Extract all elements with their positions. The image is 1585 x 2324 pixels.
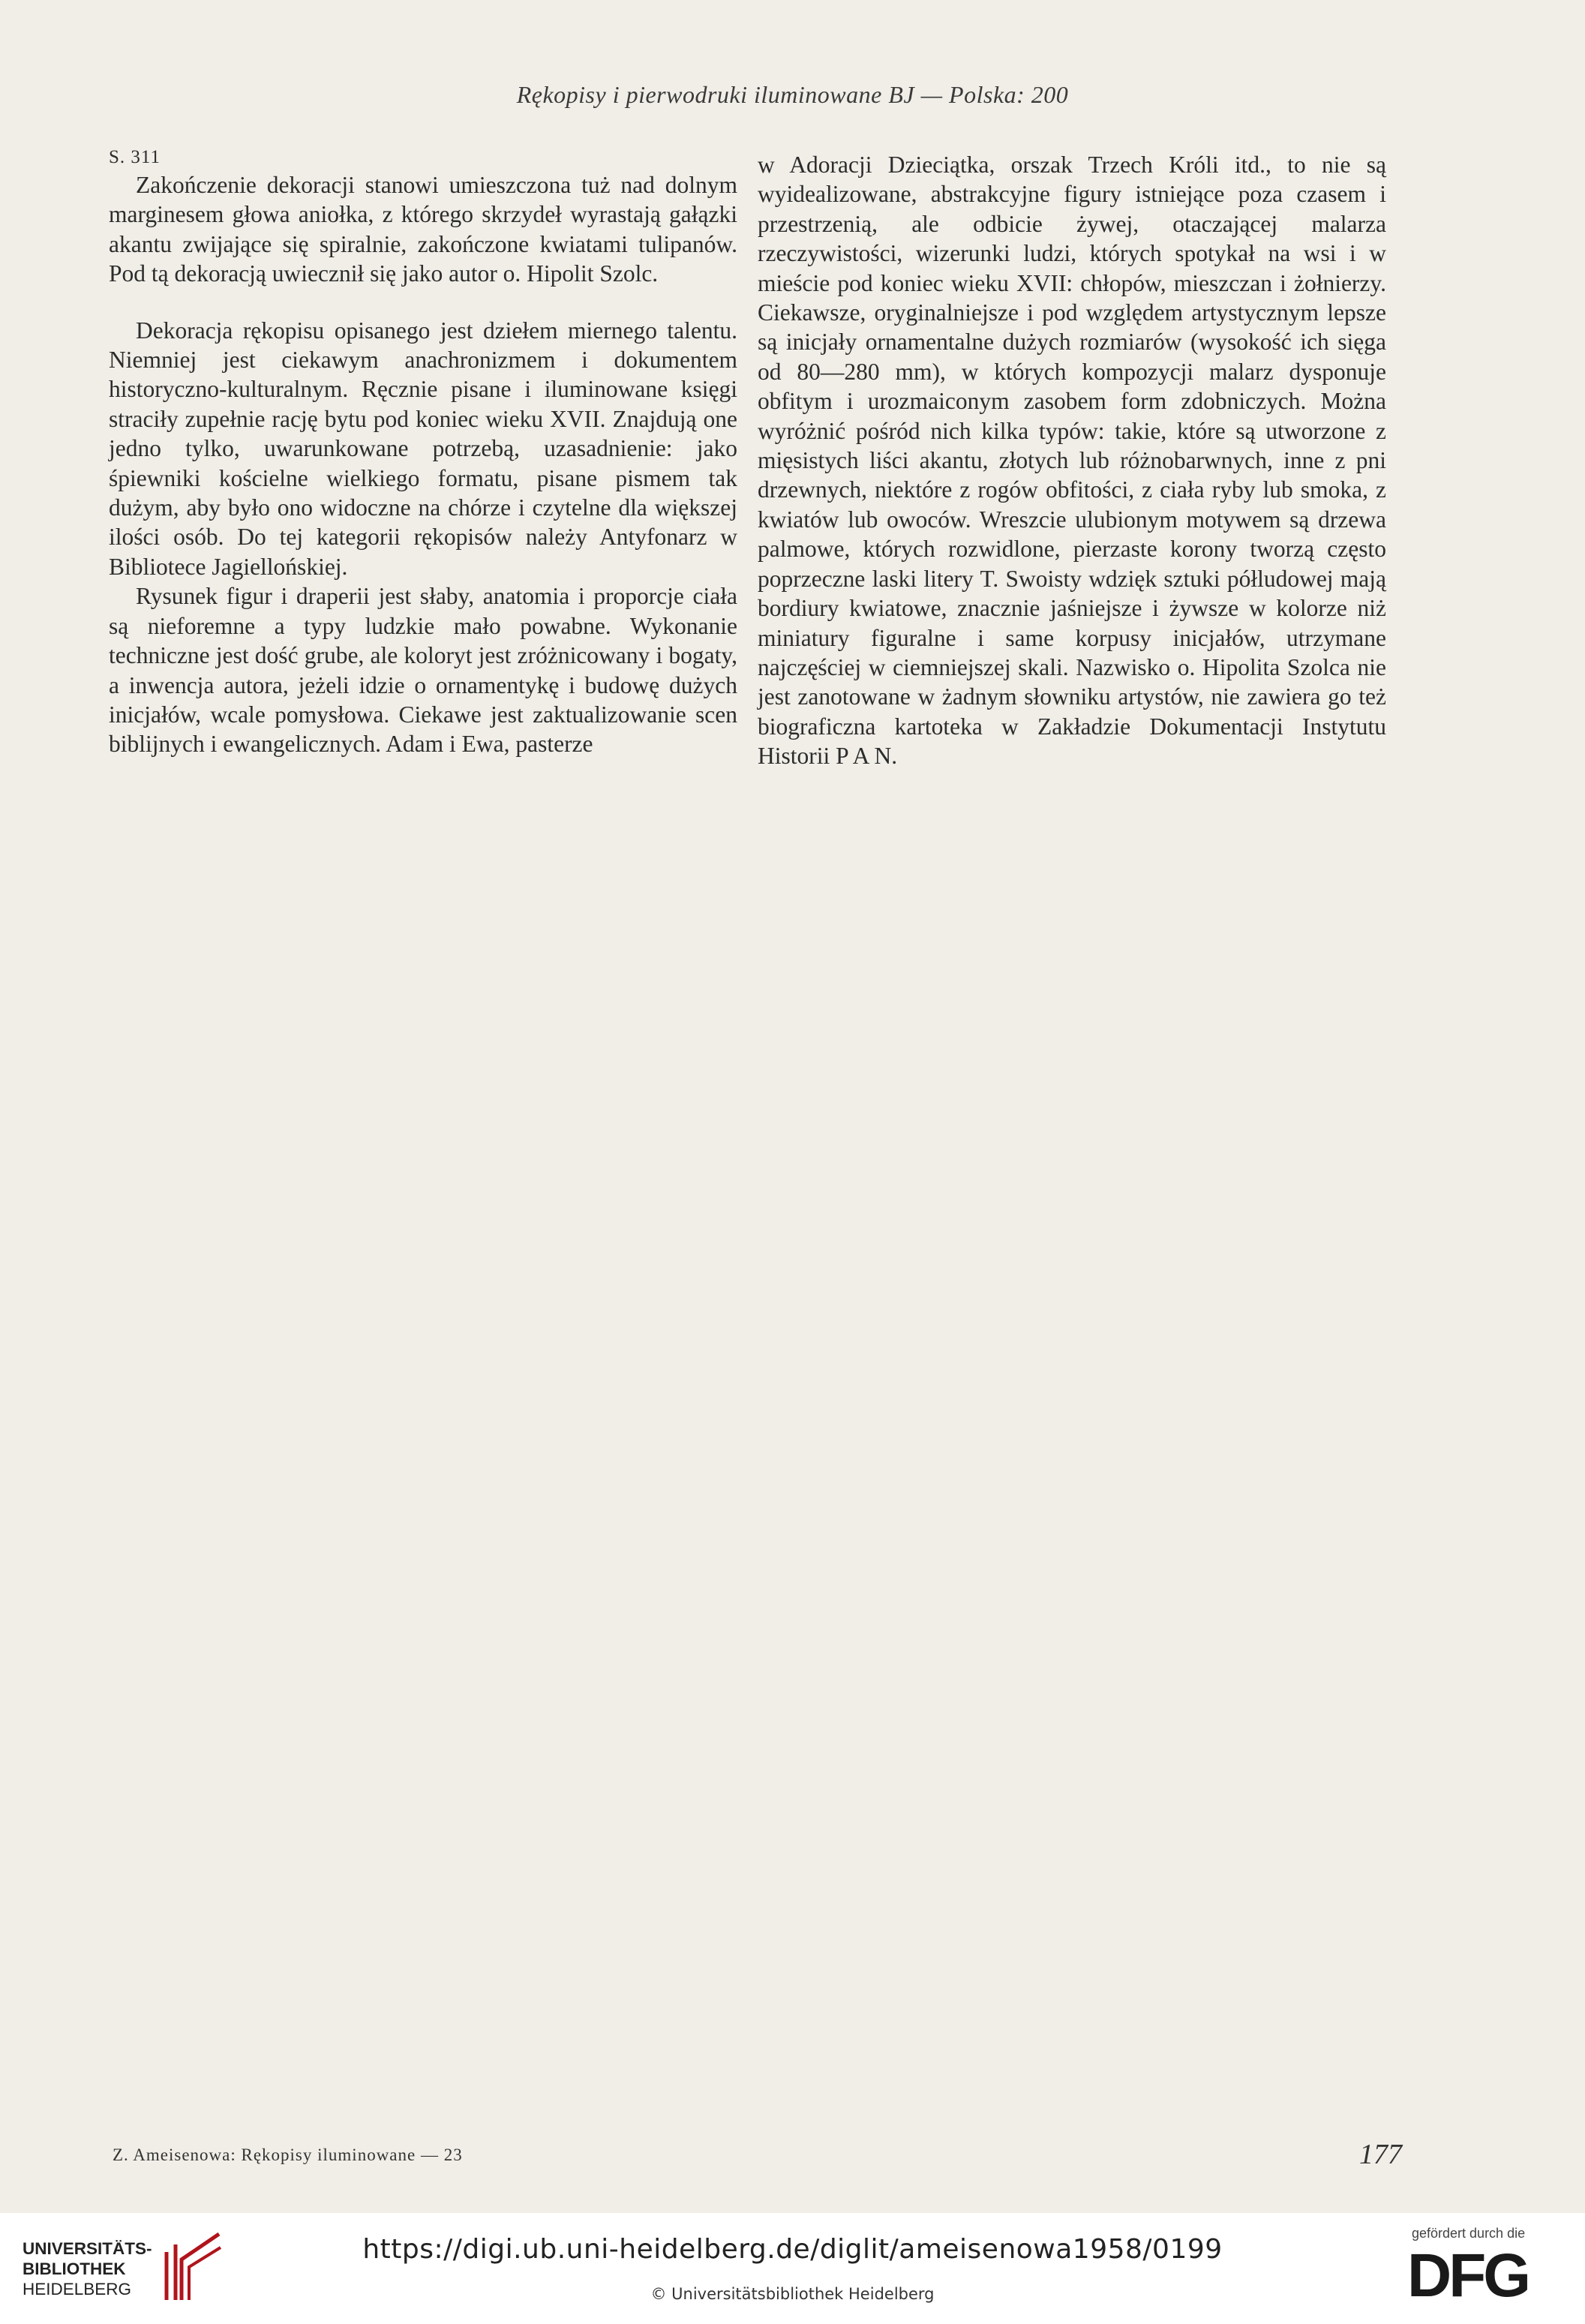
viewer-footer-bar bbox=[0, 2213, 1585, 2324]
paragraph: Dekoracja rękopisu opisanego jest dziełem miernego talentu. Niemniej jest ciekawym anachronizmem i dokumentem historyczno-kulturalnym. Ręcznie pisane i iluminowane księgi straciły zupełnie rację bytu pod koniec wieku XVII. Znajdują one jedno tylko, uwarunkowane potrzebą, uzasadnienie: jako śpiewniki kościelne wielkiego formatu, pisane pismem tak dużym, aby było ono widoczne na chórze i czytelne dla większej ilości osób. Do tej kategorii rękopisów należy Antyfonarz w Bibliotece Jagiellońskiej. bbox=[109, 317, 737, 580]
left-column bbox=[109, 146, 737, 759]
logo-line: UNIVERSITÄTS- bbox=[23, 2239, 152, 2258]
copyright-notice: © Universitätsbibliothek Heidelberg bbox=[650, 2285, 935, 2303]
footer-signature: Z. Ameisenowa: Rękopisy iluminowane — 23 bbox=[113, 2145, 463, 2164]
right-column bbox=[758, 150, 1386, 771]
running-head: Rękopisy i pierwodruki iluminowane BJ — Polska: 200 bbox=[516, 81, 1069, 108]
permalink-url[interactable]: https://digi.ub.uni-heidelberg.de/diglit/ameisenowa1958/0199 bbox=[362, 2234, 1223, 2265]
dfg-logo[interactable]: DFG bbox=[1407, 2241, 1529, 2310]
logo-line: HEIDELBERG bbox=[23, 2280, 132, 2298]
page-reference: S. 311 bbox=[109, 147, 161, 167]
logo-line: BIBLIOTHEK bbox=[23, 2259, 126, 2278]
paragraph: Zakończenie dekoracji stanowi umieszczona tuż nad dolnym marginesem głowa aniołka, z którego skrzydeł wyrastają gałązki akantu zwijające się spiralnie, zakończone kwiatami tulipanów. Pod tą dekoracją uwiecznił się jako autor o. Hipolit Szolc. bbox=[109, 172, 737, 287]
paragraph: Rysunek figur i draperii jest słaby, anatomia i proporcje ciała są nieforemne a typy ludzkie mało powabne. Wykonanie techniczne jest dość grube, ale koloryt jest zróżnicowany i bogaty, a inwencja autora, jeżeli idzie o ornamentykę i budowę dużych inicjałów, wcale pomysłowa. Ciekawe jest zaktualizowanie scen biblijnych i ewangelicznych. Adam i Ewa, pasterze bbox=[109, 583, 737, 758]
paragraph: w Adoracji Dzieciątka, orszak Trzech Króli itd., to nie są wyidealizowane, abstrakcyjne figury istniejące poza czasem i przestrzenią, ale odbicie żywej, otaczającej malarza rzeczywistości, wizerunki ludzi, których spotykał na wsi i w mieście pod koniec wieku XVII: chłopów, mieszczan i żołnierzy. Ciekawsze, oryginalniejsze i pod względem artystycznym lepsze są inicjały ornamentalne dużych rozmiarów (wysokość ich sięga od 80—280 mm), w których kompozycji malarz dysponuje obfitym i urozmaiconym zasobem form zdobniczych. Można wyróżnić pośród nich kilka typów: takie, które są utworzone z mięsistych liści akantu, złotych lub różnobarwnych, inne z pni drzewnych, niektóre z rogów obfitości, z ciała ryby lub smoka, z kwiatów lub owoców. Wreszcie ulubionym motywem są drzewa palmowe, których rozwidlone, pierzaste korony tworzą często poprzeczne laski litery T. Swoisty wdzięk sztuki półludowej mają bordiury kwiatowe, znacznie jaśniejsze i żywsze w kolorze niż miniatury figuralne i same korpusy inicjałów, utrzymane najczęściej w ciemniejszej skali. Nazwisko o. Hipolita Szolca nie jest zanotowane w żadnym słowniku artystów, nie zawiera go też biograficzna kartoteka w Zakładzie Dokumentacji Instytutu Historii P A N. bbox=[758, 152, 1386, 770]
sponsor-label: gefördert durch die bbox=[1412, 2226, 1526, 2241]
page-number: 177 bbox=[1359, 2139, 1402, 2170]
